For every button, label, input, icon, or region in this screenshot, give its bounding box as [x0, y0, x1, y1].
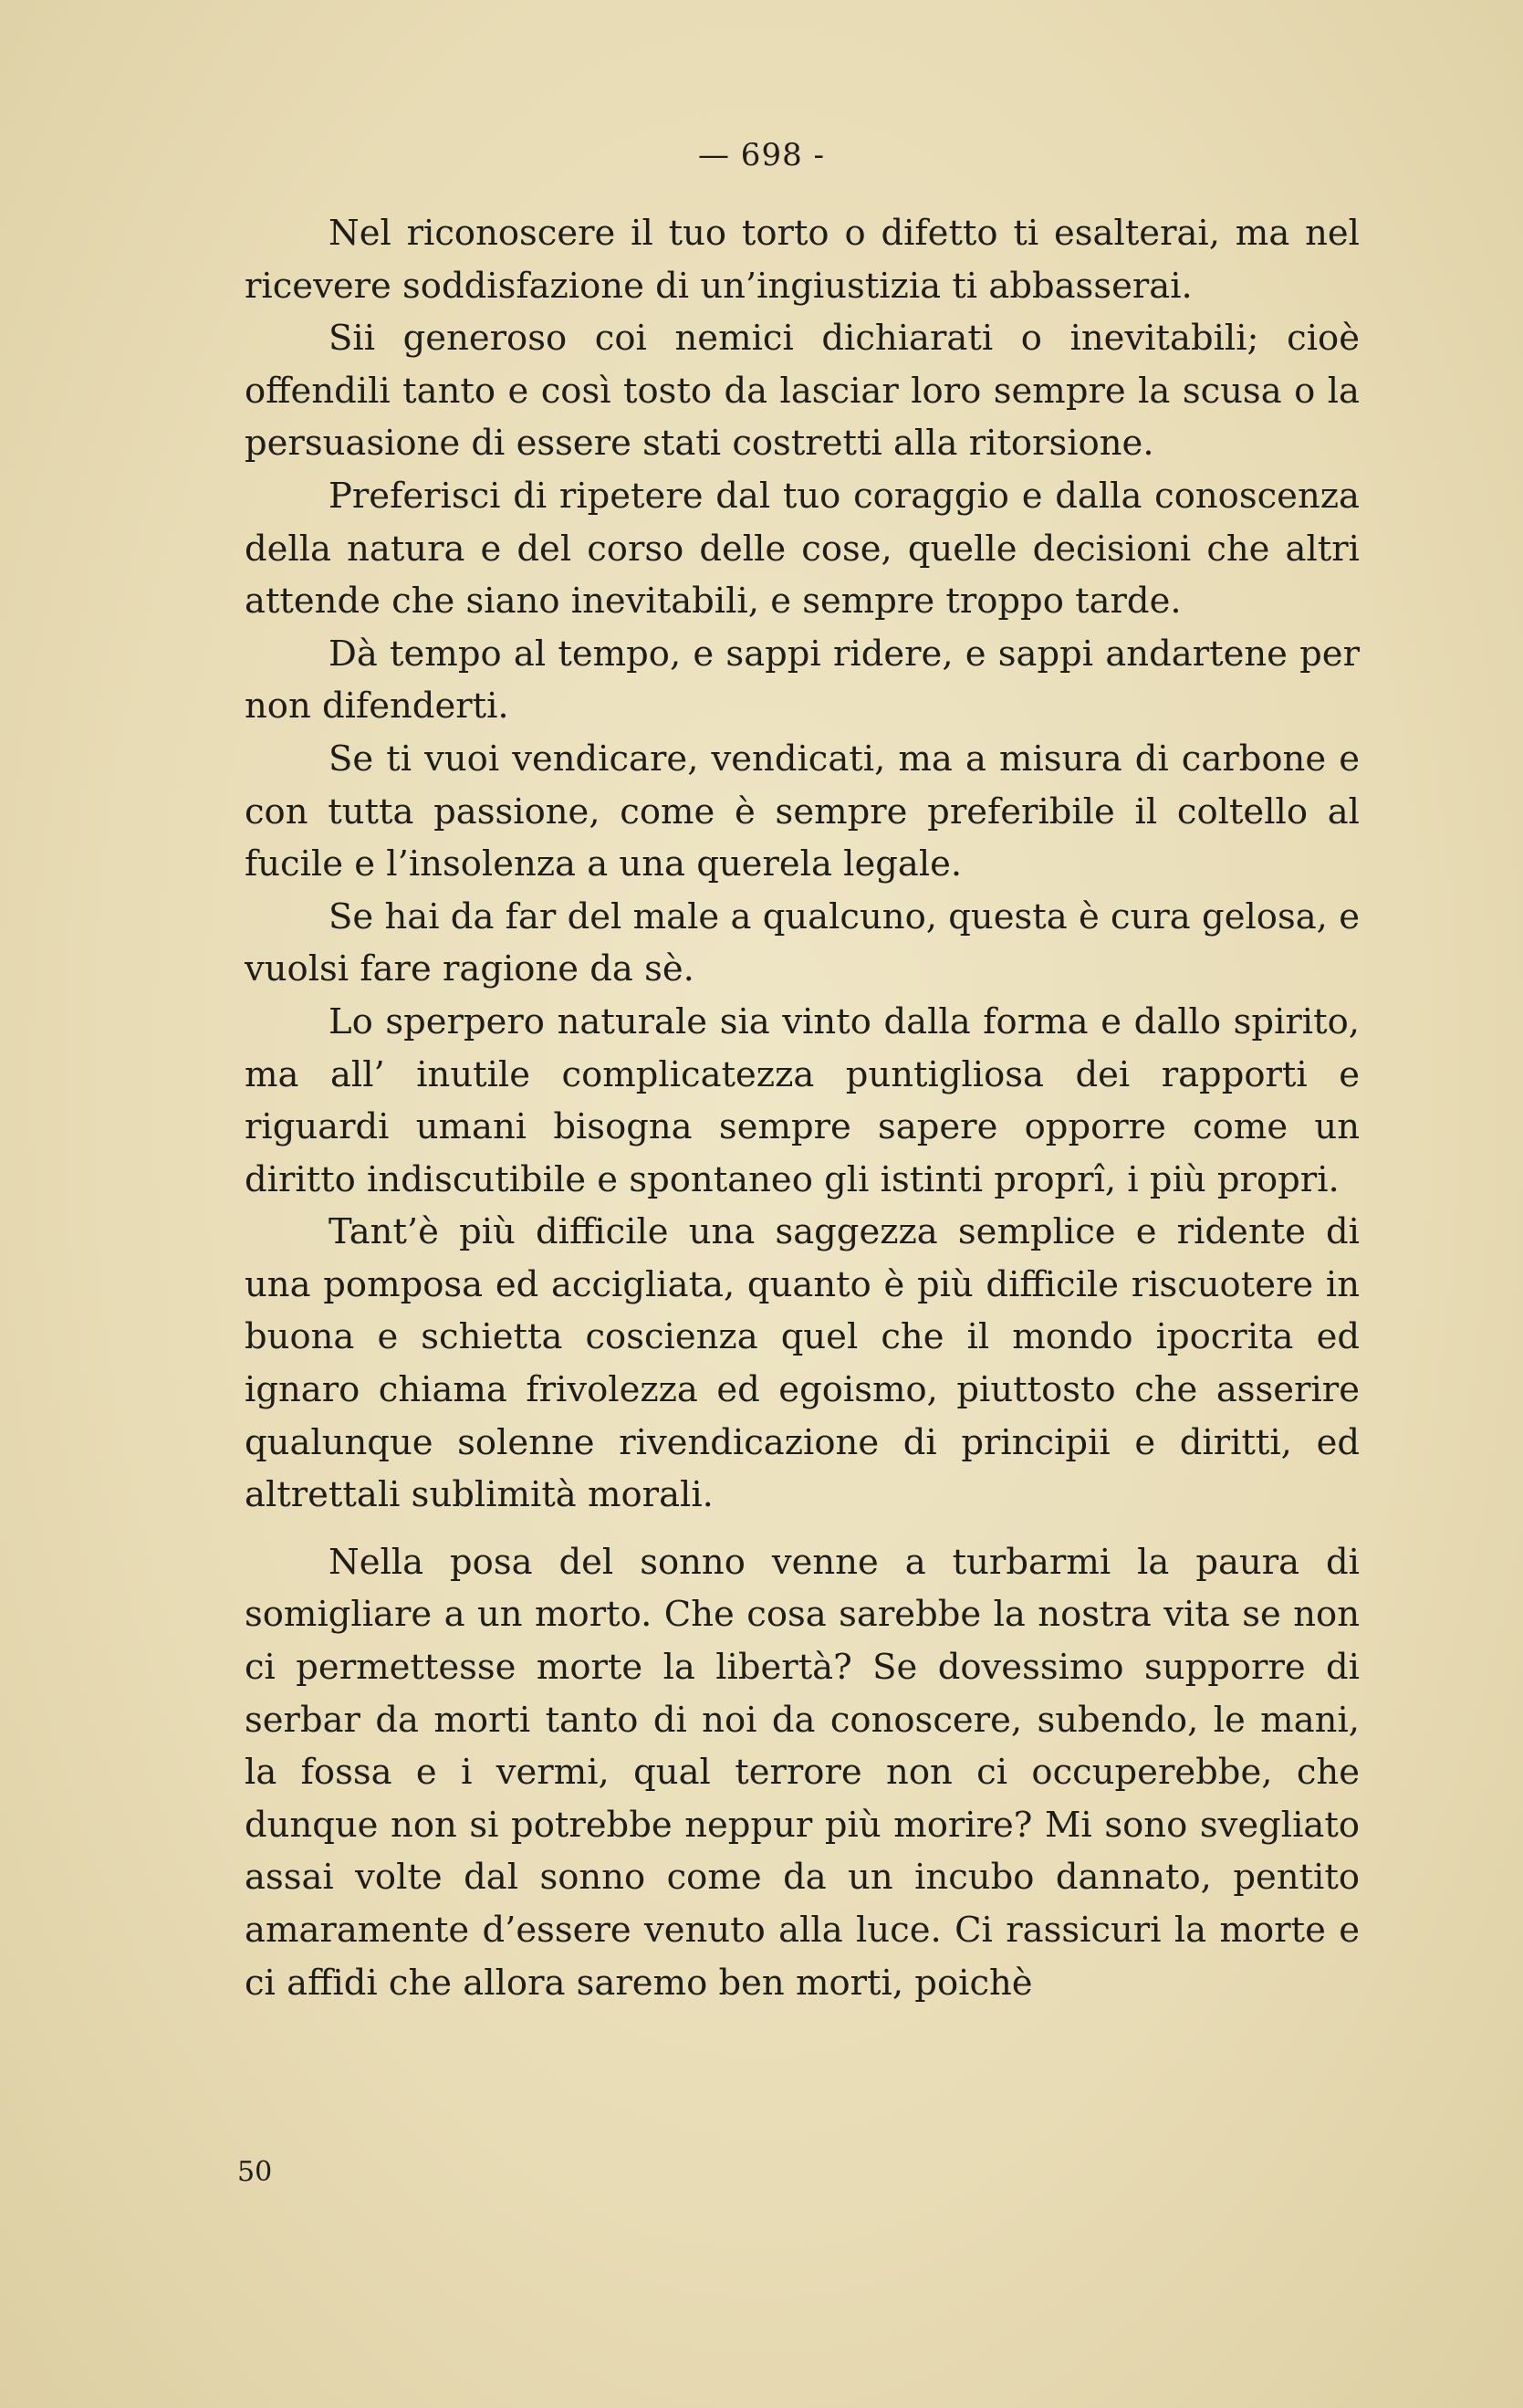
- page-number-header: — 698 -: [698, 137, 825, 173]
- paragraph: Preferisci di ripetere dal tuo coraggio e dalla conoscenza della natura e del corso delle cose, quelle decisioni che altri attende che siano inevitabili, e sempre troppo tarde.: [245, 475, 1360, 623]
- paragraph: Lo sperpero naturale sia vinto dalla forma e dallo spirito, ma all’ inutile complicatezza puntigliosa dei rapporti e riguardi umani bisogna sempre sapere opporre come un diritto indiscutibile e spontaneo gli istinti proprî, i più propri.: [245, 1000, 1360, 1200]
- paragraph: Se hai da far del male a qualcuno, questa è cura gelosa, e vuolsi fare ragione da sè.: [245, 895, 1360, 990]
- paragraph: Nella posa del sonno venne a turbarmi la paura di somigliare a un morto. Che cosa sarebbe la nostra vita se non ci permettesse morte la libertà? Se dovessimo supporre di serbar da morti tanto di noi da conoscere, subendo, le mani, la fossa e i vermi, qual terrore non ci occuperebbe, che dunque non si potrebbe neppur più morire? Mi sono svegliato assai volte dal sonno come da un incubo dannato, pentito amaramente d’essere venuto alla luce. Ci rassicuri la morte e ci affidi che allora saremo ben morti, poichè: [245, 1541, 1360, 2004]
- signature-mark: 50: [237, 2156, 273, 2188]
- paragraph: Sii generoso coi nemici dichiarati o inevitabili; cioè offendili tanto e così tosto da lasciar loro sempre la scusa o la persuasione di essere stati costretti alla ritorsione.: [245, 318, 1360, 465]
- paragraph: Se ti vuoi vendicare, vendicati, ma a misura di carbone e con tutta passione, come è sempre preferibile il coltello al fucile e l’insolenza a una querela legale.: [245, 738, 1360, 885]
- page-body: [245, 207, 1360, 2009]
- paragraph: Nel riconoscere il tuo torto o difetto ti esalterai, ma nel ricevere soddisfazione di un’ingiustizia ti abbasserai.: [245, 213, 1360, 307]
- paragraph: Tant’è più difficile una saggezza semplice e ridente di una pomposa ed accigliata, quanto è più difficile riscuotere in buona e schietta coscienza quel che il mondo ipocrita ed ignaro chiama frivolezza ed egoismo, piuttosto che asserire qualunque solenne rivendicazione di principii e diritti, ed altrettali sublimità morali.: [245, 1211, 1360, 1516]
- paragraph: Dà tempo al tempo, e sappi ridere, e sappi andartene per non difenderti.: [245, 633, 1360, 728]
